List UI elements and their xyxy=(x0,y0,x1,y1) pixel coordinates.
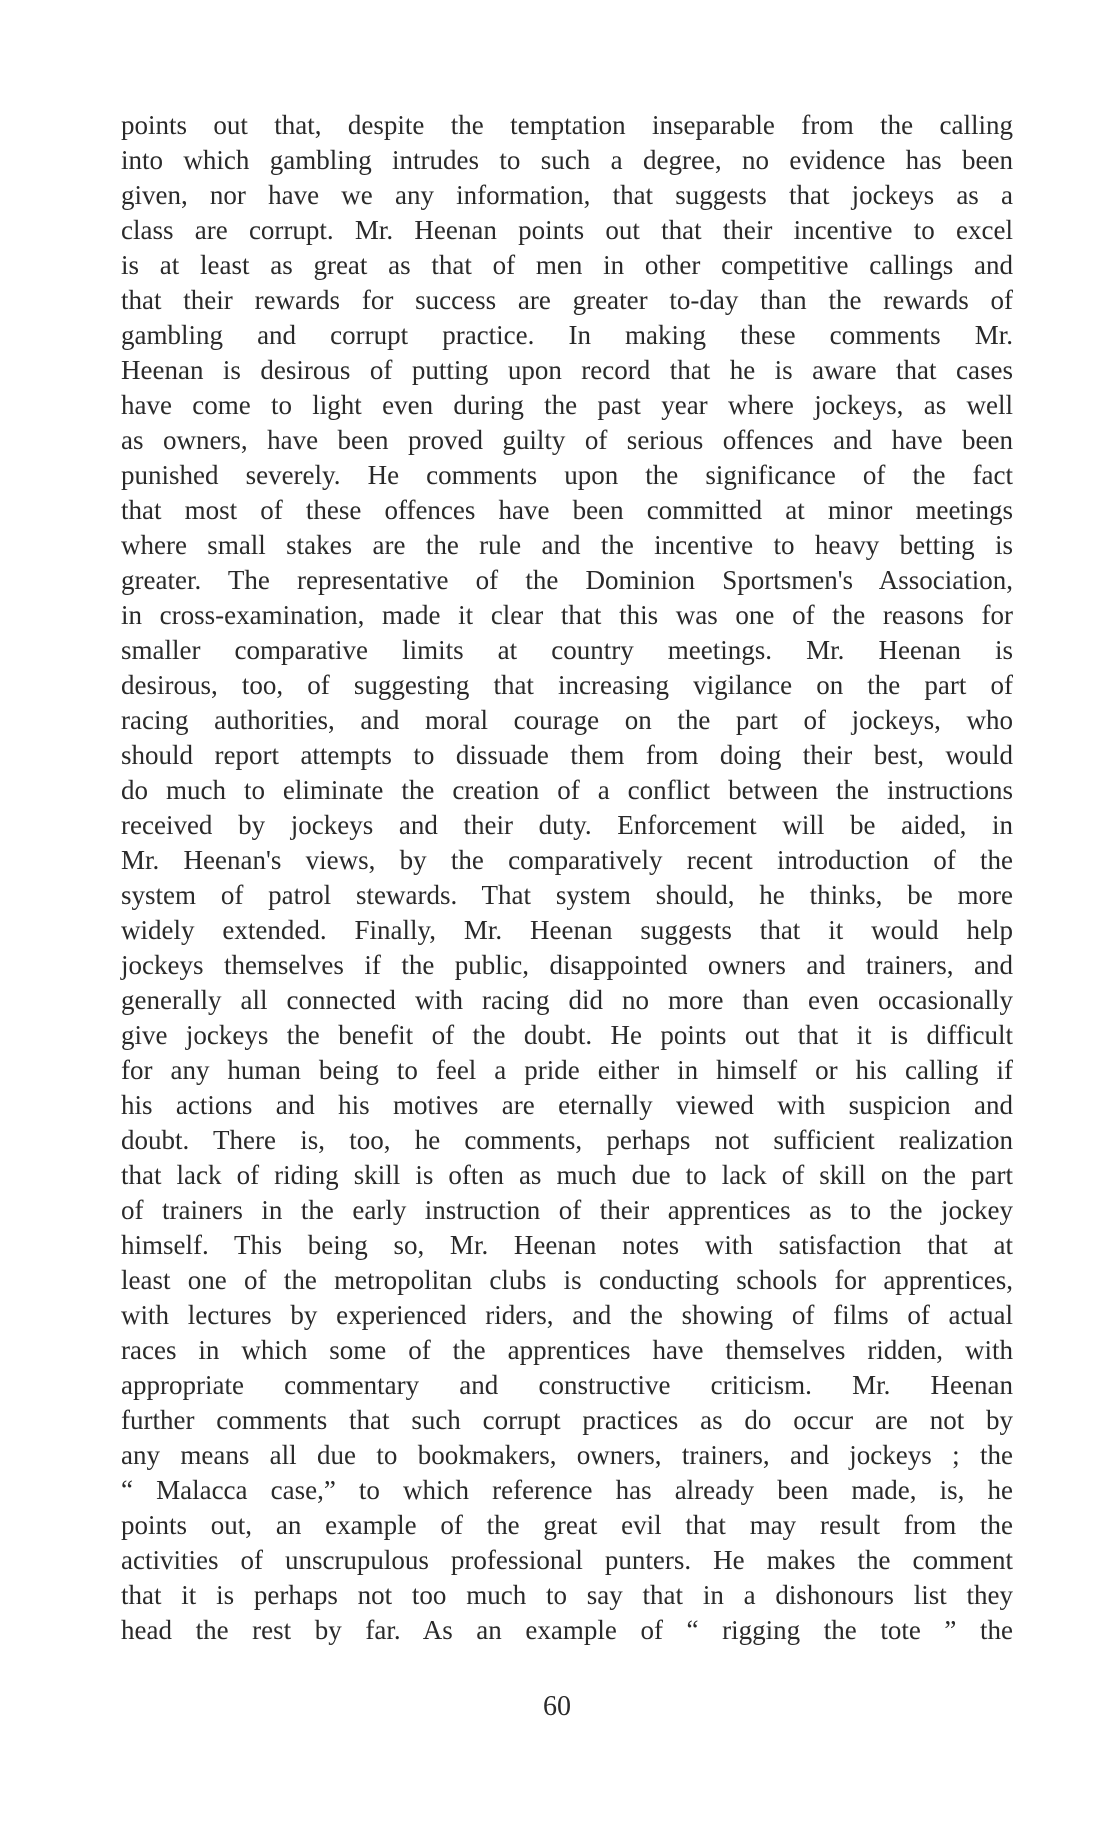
text-line: himself. This being so, Mr. Heenan notes with satisfaction that at xyxy=(121,1230,1013,1260)
text-line: as owners, have been proved guilty of serious offences and have been xyxy=(121,425,1013,455)
text-line: generally all connected with racing did no more than even occasionally xyxy=(121,985,1013,1015)
text-line: “ Malacca case,” to which reference has already been made, is, he xyxy=(121,1475,1013,1505)
text-line: greater. The representative of the Dominion Sportsmen's Association, xyxy=(121,565,1013,595)
text-line: Mr. Heenan's views, by the comparatively recent introduction of the xyxy=(121,845,1013,875)
text-line: system of patrol stewards. That system should, he thinks, be more xyxy=(121,880,1013,910)
text-line: have come to light even during the past year where jockeys, as well xyxy=(121,390,1013,420)
text-line: should report attempts to dissuade them from doing their best, would xyxy=(121,740,1013,770)
text-line: jockeys themselves if the public, disappointed owners and trainers, and xyxy=(121,950,1013,980)
text-line: received by jockeys and their duty. Enforcement will be aided, in xyxy=(121,810,1013,840)
text-line: further comments that such corrupt practices as do occur are not by xyxy=(121,1405,1013,1435)
body-text xyxy=(121,108,1013,1648)
text-line: his actions and his motives are eternally viewed with suspicion and xyxy=(121,1090,1013,1120)
text-line: racing authorities, and moral courage on the part of jockeys, who xyxy=(121,705,1013,735)
text-line: Heenan is desirous of putting upon record that he is aware that cases xyxy=(121,355,1013,385)
text-line: desirous, too, of suggesting that increasing vigilance on the part of xyxy=(121,670,1013,700)
text-line: any means all due to bookmakers, owners, trainers, and jockeys ; the xyxy=(121,1440,1013,1470)
text-line: points out that, despite the temptation inseparable from the calling xyxy=(121,110,1013,140)
text-line: races in which some of the apprentices have themselves ridden, with xyxy=(121,1335,1013,1365)
text-line: head the rest by far. As an example of “ rigging the tote ” the xyxy=(121,1615,1013,1645)
text-line: activities of unscrupulous professional punters. He makes the comment xyxy=(121,1545,1013,1575)
text-line: punished severely. He comments upon the significance of the fact xyxy=(121,460,1013,490)
text-line: least one of the metropolitan clubs is conducting schools for apprentices, xyxy=(121,1265,1013,1295)
text-line: that most of these offences have been committed at minor meetings xyxy=(121,495,1013,525)
text-line: in cross-examination, made it clear that this was one of the reasons for xyxy=(121,600,1013,630)
text-line: class are corrupt. Mr. Heenan points out that their incentive to excel xyxy=(121,215,1013,245)
text-line: with lectures by experienced riders, and the showing of films of actual xyxy=(121,1300,1013,1330)
page-number: 60 xyxy=(543,1691,571,1722)
text-line: that lack of riding skill is often as much due to lack of skill on the part xyxy=(121,1160,1013,1190)
text-line: given, nor have we any information, that suggests that jockeys as a xyxy=(121,180,1013,210)
text-line: gambling and corrupt practice. In making these comments Mr. xyxy=(121,320,1013,350)
text-line: is at least as great as that of men in other competitive callings and xyxy=(121,250,1013,280)
text-line: give jockeys the benefit of the doubt. He points out that it is difficult xyxy=(121,1020,1013,1050)
text-line: doubt. There is, too, he comments, perhaps not sufficient realization xyxy=(121,1125,1013,1155)
text-line: that it is perhaps not too much to say that in a dishonours list they xyxy=(121,1580,1013,1610)
text-line: of trainers in the early instruction of their apprentices as to the jockey xyxy=(121,1195,1013,1225)
text-line: smaller comparative limits at country meetings. Mr. Heenan is xyxy=(121,635,1013,665)
text-line: where small stakes are the rule and the incentive to heavy betting is xyxy=(121,530,1013,560)
text-line: do much to eliminate the creation of a conflict between the instructions xyxy=(121,775,1013,805)
text-line: into which gambling intrudes to such a degree, no evidence has been xyxy=(121,145,1013,175)
text-line: for any human being to feel a pride either in himself or his calling if xyxy=(121,1055,1013,1085)
text-line: appropriate commentary and constructive criticism. Mr. Heenan xyxy=(121,1370,1013,1400)
text-line: points out, an example of the great evil that may result from the xyxy=(121,1510,1013,1540)
text-line: that their rewards for success are greater to-day than the rewards of xyxy=(121,285,1013,315)
text-line: widely extended. Finally, Mr. Heenan suggests that it would help xyxy=(121,915,1013,945)
